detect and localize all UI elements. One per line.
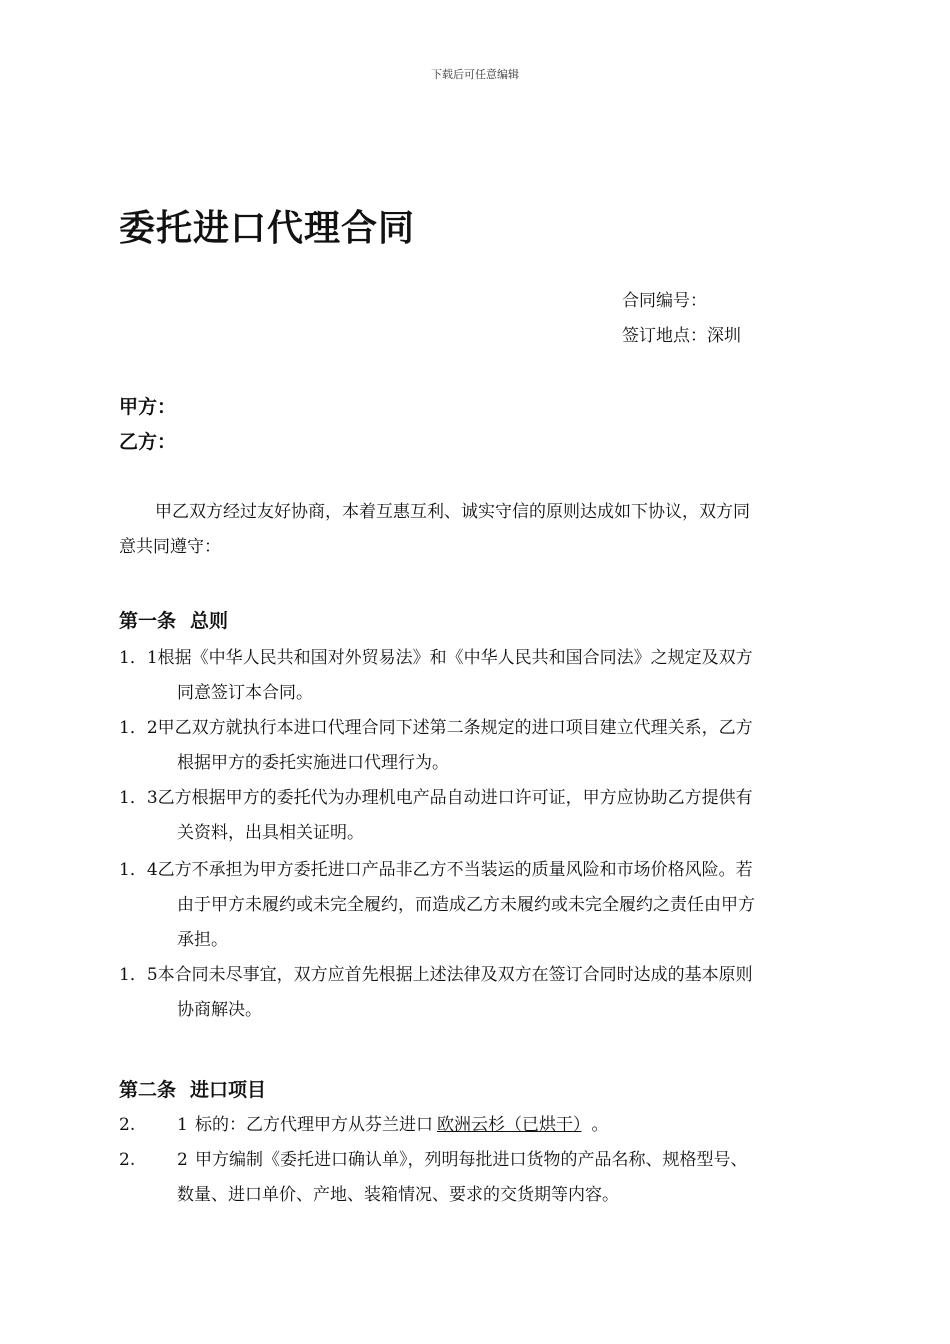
section-2-number: 第二条 [119, 1079, 177, 1101]
clause-text: 本合同未尽事宜，双方应首先根据上述法律及双方在签订合同时达成的基本原则 [157, 965, 753, 985]
section-1-heading [119, 606, 228, 633]
clause-1-1 [119, 641, 832, 711]
clause-sub-number: 1 [177, 1115, 188, 1135]
clause-text-continued: 数量、进口单价、产地、装箱情况、要求的交货期等内容。 [177, 1185, 619, 1205]
section-2-heading [119, 1075, 266, 1102]
goods-name-value: 欧洲云杉（已烘干） [437, 1115, 582, 1135]
clause-text: 根据《中华人民共和国对外贸易法》和《中华人民共和国合同法》之规定及双方 [157, 648, 753, 668]
intro-line-2: 意共同遵守： [119, 537, 221, 557]
clause-text-continued: 协商解决。 [177, 1000, 262, 1020]
contract-number-label: 合同编号： [622, 291, 707, 311]
clause-text-continued: 关资料，出具相关证明。 [177, 823, 364, 843]
clause-1-4 [119, 853, 832, 958]
clause-number: 1．1 [119, 648, 158, 668]
header-note: 下载后可任意编辑 [431, 68, 519, 81]
clause-text-continued: 承担。 [177, 930, 228, 950]
clause-number: 1．3 [119, 788, 158, 808]
clause-number: 2. [119, 1150, 136, 1170]
clause-number: 1．2 [119, 718, 158, 738]
section-1-title: 总则 [190, 610, 229, 632]
clause-1-3 [119, 781, 832, 851]
clause-number: 1．4 [119, 860, 158, 880]
clause-text: 标的：乙方代理甲方从芬兰进口 [195, 1115, 433, 1135]
clause-1-2 [119, 711, 832, 781]
party-a-label: 甲方： [119, 396, 177, 418]
clause-text-end: 。 [591, 1115, 609, 1135]
clause-2-1 [119, 1108, 832, 1143]
clause-text: 甲乙双方就执行本进口代理合同下述第二条规定的进口项目建立代理关系，乙方 [157, 718, 753, 738]
party-b-label: 乙方： [119, 431, 177, 453]
intro-paragraph [119, 495, 832, 565]
clause-text: 甲方编制《委托进口确认单》，列明每批进口货物的产品名称、规格型号、 [195, 1150, 748, 1170]
signing-place: 签订地点：深圳 [622, 326, 741, 346]
clause-1-5 [119, 958, 832, 1028]
clause-text: 乙方不承担为甲方委托进口产品非乙方不当装运的质量风险和市场价格风险。若 [157, 860, 753, 880]
clause-text-continued: 根据甲方的委托实施进口代理行为。 [177, 753, 449, 773]
document-title: 委托进口代理合同 [119, 208, 416, 249]
clause-text-continued: 同意签订本合同。 [177, 683, 313, 703]
clause-number: 1．5 [119, 965, 158, 985]
clause-number: 2. [119, 1115, 136, 1135]
intro-line-1: 甲乙双方经过友好协商，本着互惠互利、诚实守信的原则达成如下协议，双方同 [155, 502, 750, 522]
clause-text: 乙方根据甲方的委托代为办理机电产品自动进口许可证，甲方应协助乙方提供有 [157, 788, 753, 808]
clause-sub-number: 2 [177, 1150, 188, 1170]
section-2-title: 进口项目 [190, 1079, 267, 1101]
clause-2-2 [119, 1143, 832, 1213]
clause-text-continued: 由于甲方未履约或未完全履约，而造成乙方未履约或未完全履约之责任由甲方 [177, 895, 755, 915]
section-1-number: 第一条 [119, 610, 177, 632]
